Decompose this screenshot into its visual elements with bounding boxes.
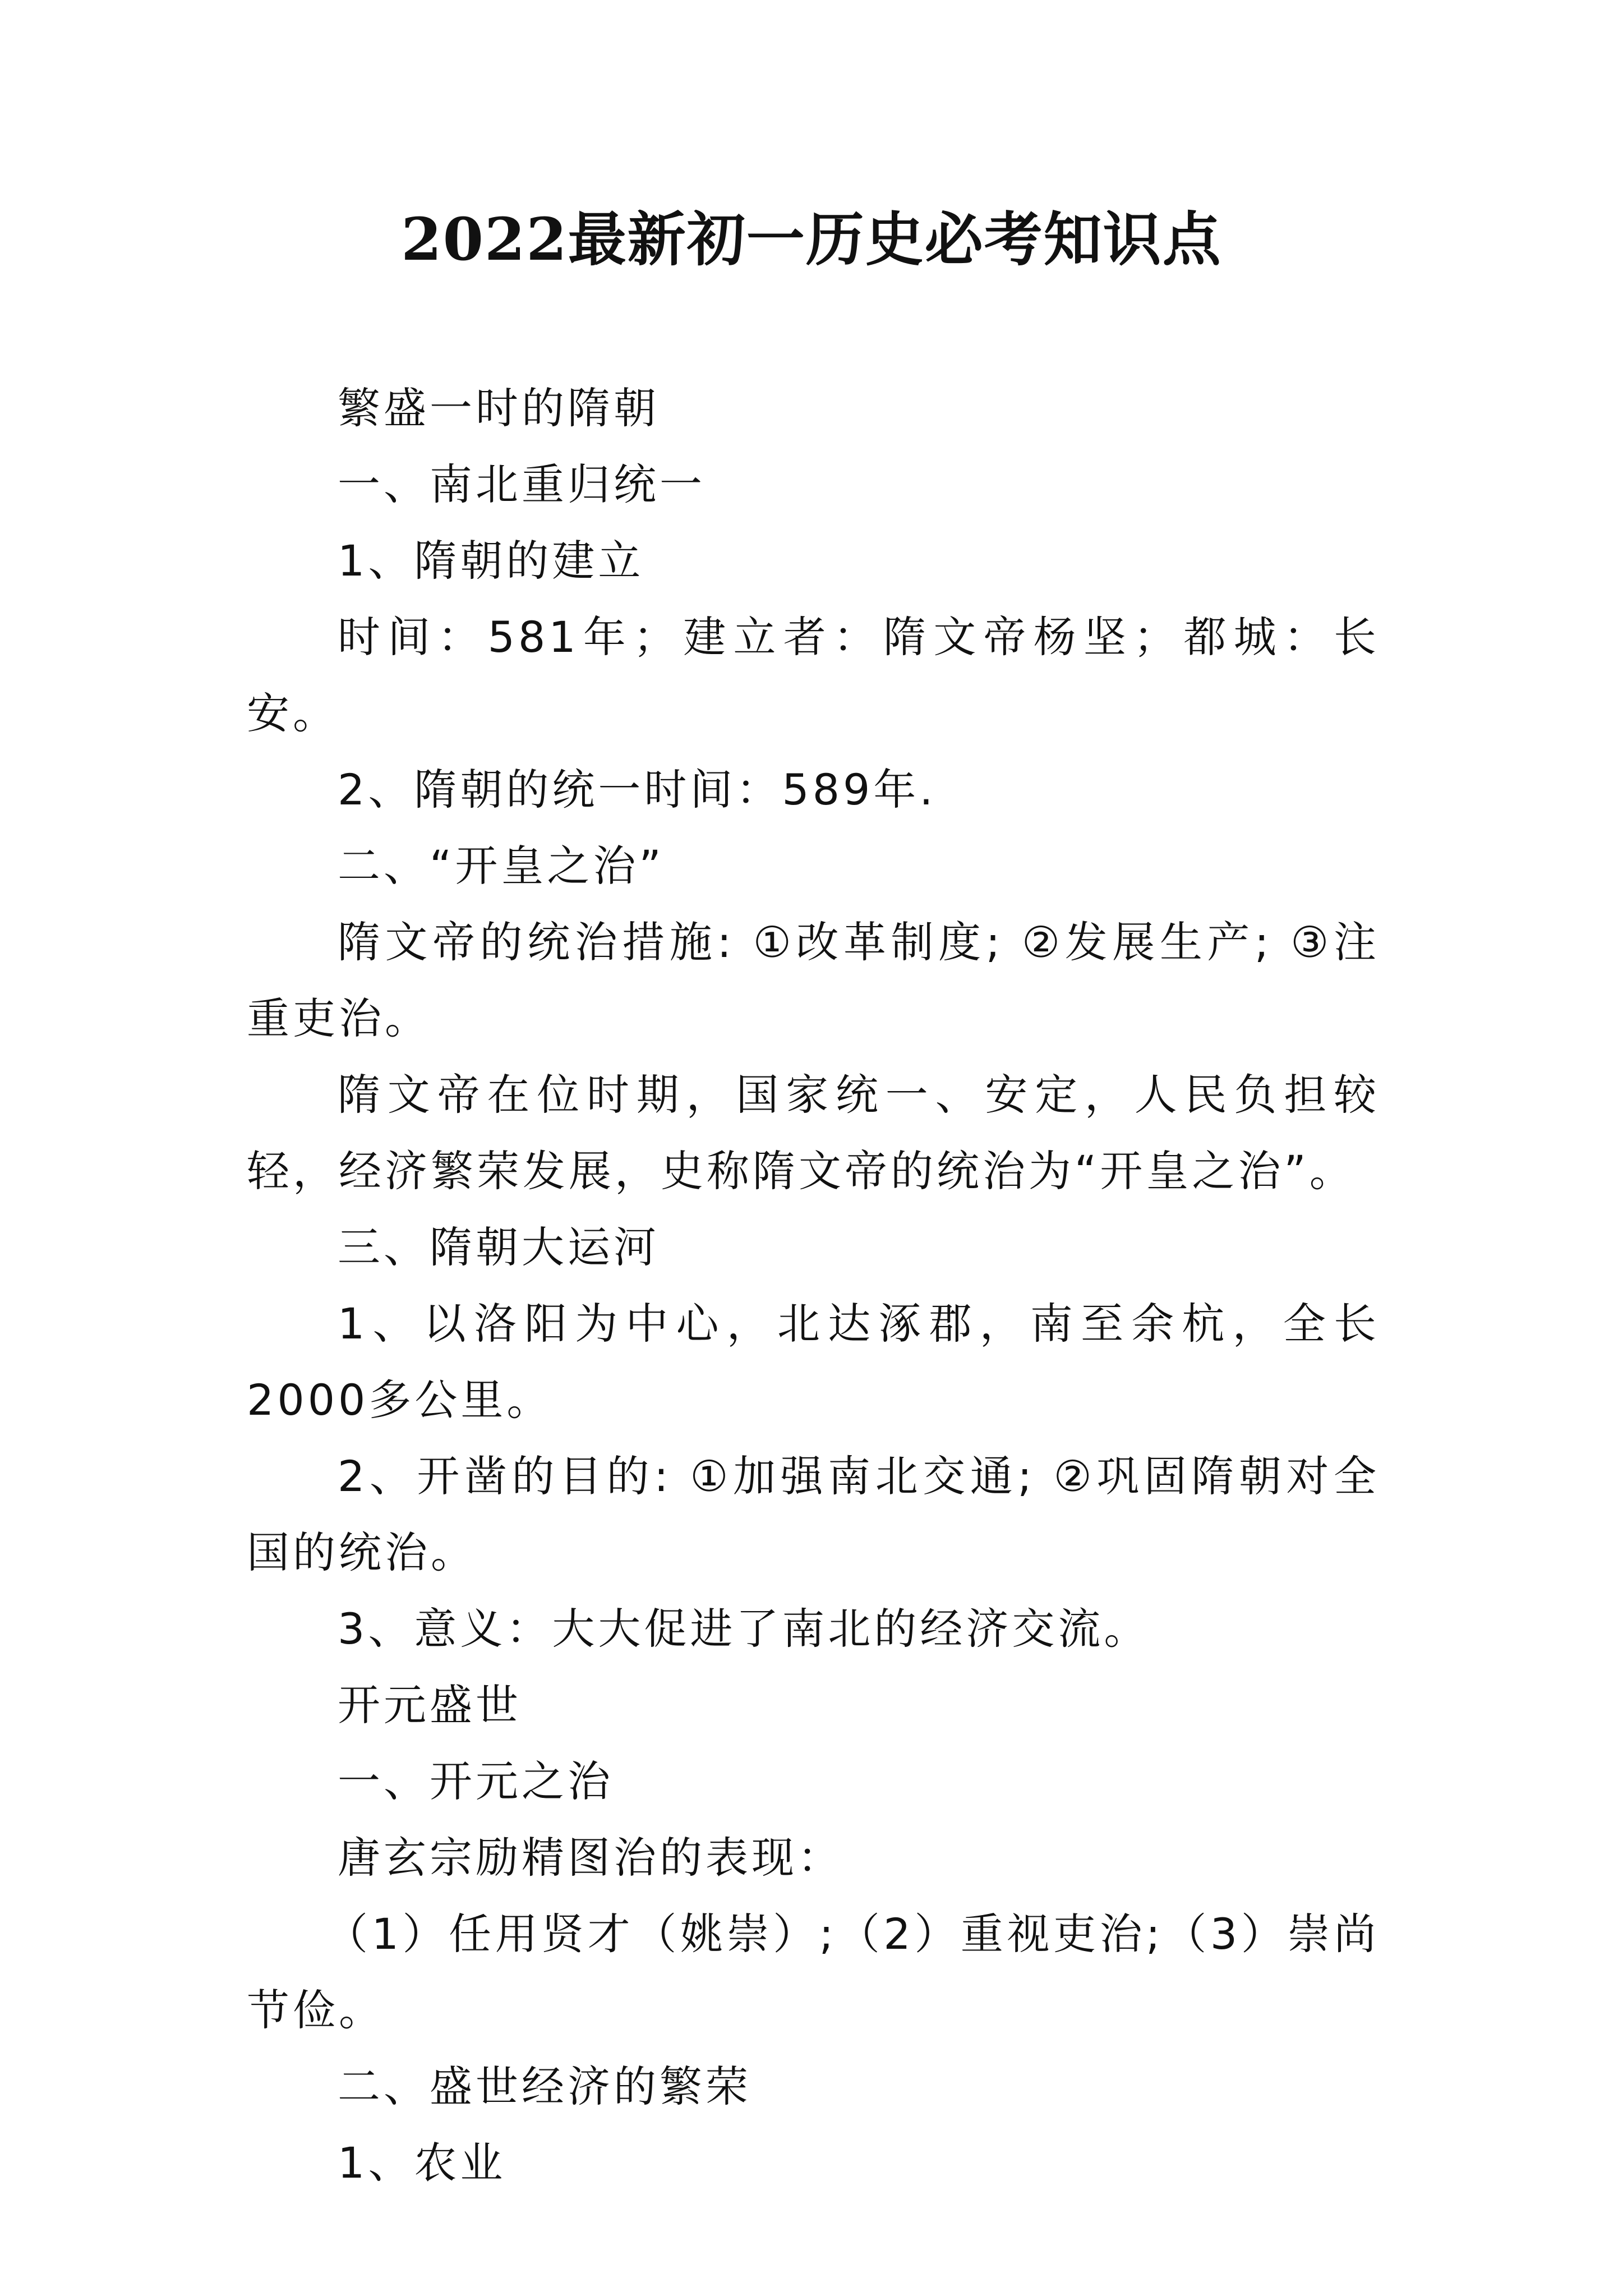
paragraph: 1、隋朝的建立 (338, 536, 644, 586)
paragraph: 2、开凿的目的: ①加强南北交通; ②巩固隋朝对全国的统治。 (247, 1451, 1380, 1577)
paragraph: 2、隋朝的统一时间：589年. (338, 765, 937, 815)
paragraph: 1、以洛阳为中心，北达涿郡，南至余杭，全长2000多公里。 (247, 1299, 1380, 1425)
paragraph: 开元盛世 (338, 1680, 522, 1730)
paragraph: 隋文帝的统治措施: ①改革制度; ②发展生产; ③注重吏治。 (247, 917, 1380, 1043)
paragraph: 隋文帝在位时期，国家统一、安定，人民负担较轻，经济繁荣发展，史称隋文帝的统治为“开皇之治”。 (247, 1070, 1380, 1196)
paragraph: （1）任用贤才（姚崇）;（2）重视吏治;（3）崇尚节俭。 (247, 1909, 1380, 2035)
paragraph: 3、意义：大大促进了南北的经济交流。 (338, 1604, 1150, 1654)
paragraph: 二、“开皇之治” (338, 841, 665, 891)
paragraph: 繁盛一时的隋朝 (338, 383, 660, 433)
document-title: 2022最新初一历史必考知识点 (401, 205, 1222, 274)
paragraph: 唐玄宗励精图治的表现： (338, 1833, 843, 1883)
paragraph: 一、开元之治 (338, 1756, 614, 1806)
paragraph: 三、隋朝大运河 (338, 1222, 660, 1272)
paragraph: 二、盛世经济的繁荣 (338, 2062, 751, 2111)
paragraph: 1、农业 (338, 2138, 506, 2188)
document-body (247, 370, 1380, 2201)
paragraph: 一、南北重归统一 (338, 459, 706, 509)
paragraph: 时间：581年；建立者：隋文帝杨坚；都城：长安。 (247, 612, 1380, 738)
